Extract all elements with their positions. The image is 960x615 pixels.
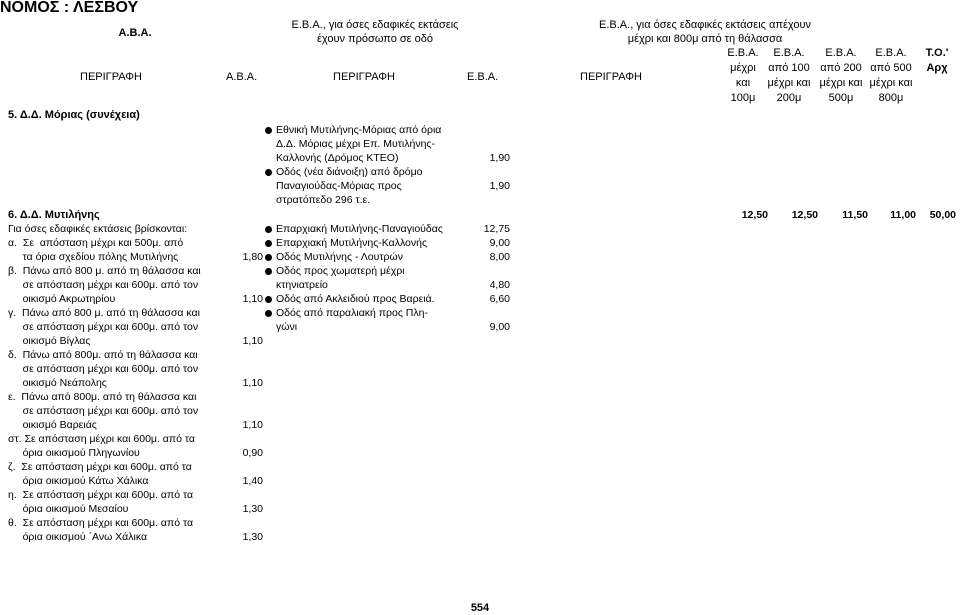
page-title: ΝΟΜΟΣ : ΛΕΣΒΟΥ xyxy=(0,0,139,16)
category-line-16: όρια οικισμού Πληγωνίου xyxy=(8,447,140,459)
road-value-2: 9,00 xyxy=(489,237,510,249)
category-line-6: γ. Πάνω από 800 μ. από τη θάλασσα και xyxy=(8,307,200,319)
header-sub-1-line-4: 100μ xyxy=(730,92,756,104)
header-col1-aba: Α.Β.Α. xyxy=(226,71,258,83)
header-col3-desc: ΠΕΡΙΓΡΑΦΗ xyxy=(580,71,642,83)
header-sub-4-line-3: μέχρι και xyxy=(869,77,913,89)
category-value-11: 1,10 xyxy=(242,377,263,389)
header-col1-desc: ΠΕΡΙΓΡΑΦΗ xyxy=(80,71,142,83)
header-sub-2-line-4: 200μ xyxy=(776,92,802,104)
sea-value-2: 12,50 xyxy=(791,209,818,221)
category-value-2: 1,80 xyxy=(242,251,263,263)
header-sub-2-line-3: μέχρι και xyxy=(767,77,811,89)
header-sub-3-line-2: από 200 xyxy=(820,62,862,74)
road-value-1: 12,75 xyxy=(483,223,510,235)
category-line-20: όρια οικισμού Μεσαίου xyxy=(8,503,129,515)
header-sub-1-line-2: μέχρι xyxy=(730,62,756,74)
category-value-16: 0,90 xyxy=(242,447,263,459)
category-line-21: θ. Σε απόσταση μέχρι και 600μ. από τα xyxy=(8,517,194,529)
section6-intro: Για όσες εδαφικές εκτάσεις βρίσκονται: xyxy=(8,223,188,235)
category-line-7: σε απόσταση μέχρι και 600μ. από τον xyxy=(8,321,199,333)
section5-road-line-3: Καλλονής (Δρόμος ΚΤΕΟ) xyxy=(276,152,399,164)
header-to2: Αρχ xyxy=(926,62,948,74)
category-line-1: α. Σε απόσταση μέχρι και 500μ. από xyxy=(8,237,184,249)
category-line-11: οικισμό Νεάπολης xyxy=(8,377,107,389)
road-line-2: Επαρχιακή Μυτιλήνης-Καλλονής xyxy=(276,237,428,249)
header-sub-3-line-3: μέχρι και xyxy=(819,77,863,89)
section5-road-value-2: 1,90 xyxy=(489,180,510,192)
category-line-14: οικισμό Βαρειάς xyxy=(8,419,97,431)
header-sub-1-line-3: και xyxy=(735,77,751,89)
category-value-20: 1,30 xyxy=(242,503,263,515)
header-col2-title2: έχουν πρόσωπο σε οδό xyxy=(317,33,433,45)
road-value-6: 6,60 xyxy=(489,293,510,305)
header-sub-1-line-1: Ε.Β.Α. xyxy=(727,47,759,59)
header-col2-desc: ΠΕΡΙΓΡΑΦΗ xyxy=(333,71,395,83)
road-line-7: Οδός από παραλιακή προς Πλη- xyxy=(276,307,428,319)
road-value-8: 9,00 xyxy=(489,321,510,333)
header-sub-3-line-1: Ε.Β.Α. xyxy=(825,47,857,59)
page-number: 554 xyxy=(470,602,490,614)
category-line-4: σε απόσταση μέχρι και 600μ. από τον xyxy=(8,279,199,291)
header-sub-4-line-1: Ε.Β.Α. xyxy=(875,47,907,59)
road-line-3: Οδός Μυτιλήνης - Λουτρών xyxy=(276,251,403,263)
category-line-8: οικισμό Βίγλας xyxy=(8,335,91,347)
category-value-5: 1,10 xyxy=(242,293,263,305)
category-line-18: όρια οικισμού Κάτω Χάλικα xyxy=(8,475,149,487)
bullet-icon xyxy=(265,296,272,303)
bullet-icon xyxy=(265,127,272,134)
section6-title: 6. Δ.Δ. Μυτιλήνης xyxy=(8,209,100,221)
road-line-1: Επαρχιακή Μυτιλήνης-Παναγιούδας xyxy=(276,223,443,235)
category-line-5: οικισμό Ακρωτηρίου xyxy=(8,293,116,305)
section5-road-value-1: 1,90 xyxy=(489,152,510,164)
category-line-22: όρια οικισμού ΄Ανω Χάλικα xyxy=(8,531,148,543)
category-line-12: ε. Πάνω από 800μ. από τη θάλασσα και xyxy=(8,391,197,403)
sea-value-5: 50,00 xyxy=(929,209,956,221)
bullet-icon xyxy=(265,240,272,247)
category-value-14: 1,10 xyxy=(242,419,263,431)
category-line-2: τα όρια σχεδίου πόλης Μυτιλήνης xyxy=(8,251,179,263)
header-col2-title1: Ε.Β.Α., για όσες εδαφικές εκτάσεις xyxy=(291,19,459,31)
category-line-3: β. Πάνω από 800 μ. από τη θάλασσα και xyxy=(8,265,201,277)
header-col3-title1: Ε.Β.Α., για όσες εδαφικές εκτάσεις απέχουν xyxy=(599,19,811,31)
sea-value-3: 11,50 xyxy=(842,209,868,221)
header-sub-4-line-4: 800μ xyxy=(878,92,904,104)
category-line-19: η. Σε απόσταση μέχρι και 600μ. από τα xyxy=(8,489,194,501)
bullet-icon xyxy=(265,268,272,275)
section5-road-line-4: Οδός (νέα διάνοιξη) από δρόμο xyxy=(276,166,423,178)
header-sub-2-line-2: από 100 xyxy=(768,62,810,74)
section5-road-line-5: Παναγιούδας-Μόριας προς xyxy=(276,180,402,192)
category-line-10: σε απόσταση μέχρι και 600μ. από τον xyxy=(8,363,199,375)
bullet-icon xyxy=(265,254,272,261)
category-line-15: στ. Σε απόσταση μέχρι και 600μ. από τα xyxy=(8,433,195,445)
section5-road-line-2: Δ.Δ. Μόριας μέχρι Επ. Μυτιλήνης- xyxy=(276,138,435,150)
road-line-5: κτηνιατρείο xyxy=(276,279,328,291)
section5-road-line-6: στρατόπεδο 296 τ.ε. xyxy=(276,194,371,206)
bullet-icon xyxy=(265,169,272,176)
road-line-6: Οδός από Ακλειδιού προς Βαρειά. xyxy=(276,293,435,305)
header-aba: Α.Β.Α. xyxy=(118,27,152,39)
road-value-5: 4,80 xyxy=(489,279,510,291)
sea-value-1: 12,50 xyxy=(741,209,768,221)
category-value-18: 1,40 xyxy=(242,475,263,487)
header-col2-eba: Ε.Β.Α. xyxy=(467,71,499,83)
category-line-9: δ. Πάνω από 800μ. από τη θάλασσα και xyxy=(8,349,198,361)
bullet-icon xyxy=(265,226,272,233)
header-col3-title2: μέχρι και 800μ από τη θάλασσα xyxy=(627,33,783,45)
section5-title: 5. Δ.Δ. Μόριας (συνέχεια) xyxy=(8,109,140,121)
road-line-4: Οδός προς χωματερή μέχρι xyxy=(276,265,405,277)
category-line-13: σε απόσταση μέχρι και 600μ. από τον xyxy=(8,405,199,417)
header-sub-4-line-2: από 500 xyxy=(870,62,912,74)
section5-road-line-1: Εθνική Μυτιλήνης-Μόριας από όρια xyxy=(276,124,442,136)
road-line-8: γώνι xyxy=(276,321,298,333)
category-value-8: 1,10 xyxy=(242,335,263,347)
road-value-3: 8,00 xyxy=(489,251,510,263)
header-sub-2-line-1: Ε.Β.Α. xyxy=(773,47,805,59)
bullet-icon xyxy=(265,310,272,317)
category-line-17: ζ. Σε απόσταση μέχρι και 600μ. από τα xyxy=(8,461,192,473)
category-value-22: 1,30 xyxy=(242,531,263,543)
sea-value-4: 11,00 xyxy=(890,209,916,221)
header-to1: Τ.Ο.' xyxy=(925,47,949,59)
header-sub-3-line-4: 500μ xyxy=(828,92,854,104)
